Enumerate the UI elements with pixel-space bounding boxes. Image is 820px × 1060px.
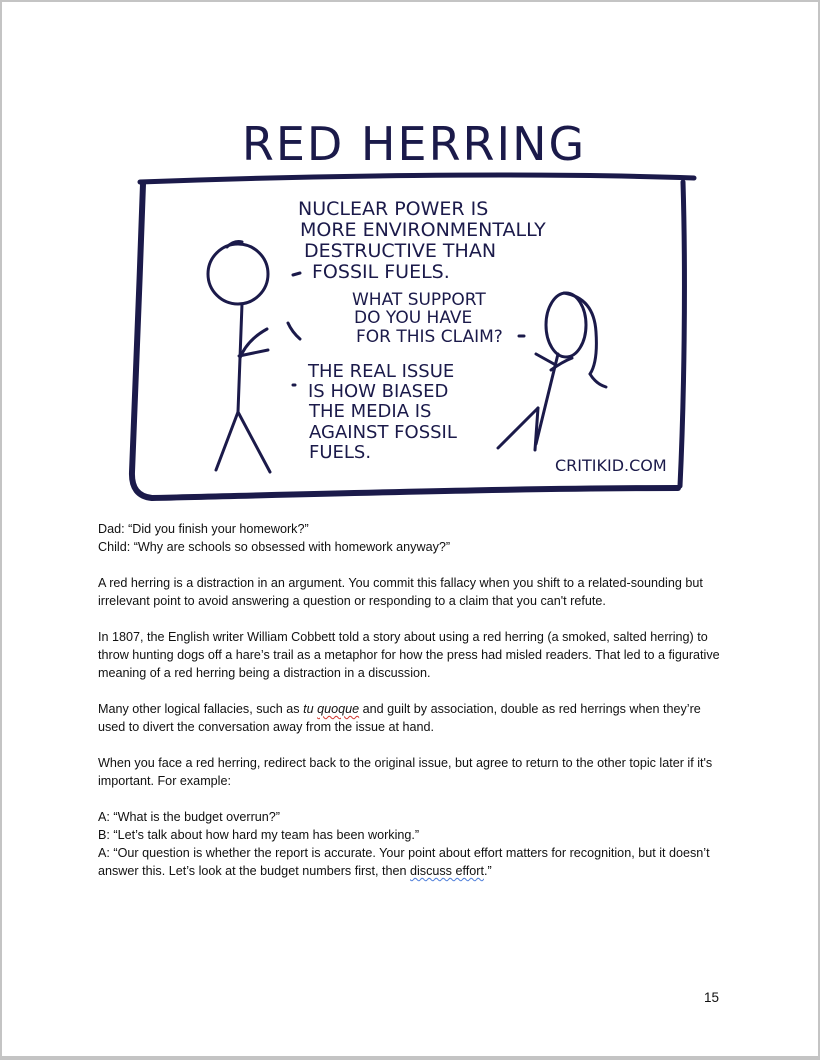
paragraph-related-fallacies: Many other logical fallacies, such as tu quoque and guilt by association, double as red herrings when they’re used to divert the conversation away from the issue at hand. xyxy=(98,702,701,734)
red-herring-cartoon xyxy=(2,2,818,512)
woman-stick-figure xyxy=(498,293,606,450)
document-body xyxy=(98,520,728,898)
svg-text:FOSSIL FUELS.: FOSSIL FUELS. xyxy=(312,261,450,283)
svg-text:FOR THIS CLAIM?: FOR THIS CLAIM? xyxy=(356,327,503,347)
response-example xyxy=(98,808,728,880)
grammar-flagged-phrase[interactable]: discuss effort xyxy=(409,864,484,878)
page-number: 15 xyxy=(704,990,720,1005)
speech-man-red-herring xyxy=(307,361,457,463)
document-page xyxy=(2,2,818,1056)
example-dialogue xyxy=(98,520,728,556)
dialogue-dad: Dad: “Did you finish your homework?” xyxy=(98,522,309,536)
response-a1: A: “What is the budget overrun?” xyxy=(98,810,281,824)
response-a2: A: “Our question is whether the report is accurate. Your point about effort matters for recognition, but it doesn’t answer this. Let’s look at the budget numbers first, then discuss effort.” xyxy=(98,846,710,878)
man-stick-figure xyxy=(208,242,300,472)
dialogue-child: Child: “Why are schools so obsessed with homework anyway?” xyxy=(98,540,451,554)
cartoon-illustration xyxy=(2,2,818,512)
paragraph-definition: A red herring is a distraction in an argument. You commit this fallacy when you shift to a related-sounding but irrelevant point to avoid answering a question or responding to a claim that you can't refute. xyxy=(98,576,703,608)
svg-text:WHAT SUPPORT: WHAT SUPPORT xyxy=(352,290,486,310)
svg-text:MORE ENVIRONMENTALLY: MORE ENVIRONMENTALLY xyxy=(300,219,546,241)
svg-text:THE REAL ISSUE: THE REAL ISSUE xyxy=(308,361,455,382)
cartoon-credit: CRITIKID.COM xyxy=(555,456,667,475)
response-b1: B: “Let’s talk about how hard my team has been working.” xyxy=(98,828,420,842)
svg-text:IS HOW BIASED: IS HOW BIASED xyxy=(308,381,449,402)
cartoon-title: RED HERRING xyxy=(241,117,587,171)
speech-woman-question xyxy=(352,290,503,347)
svg-text:FUELS.: FUELS. xyxy=(309,442,372,463)
speech-man-claim xyxy=(298,198,546,283)
tu-quoque-term: tu quoque xyxy=(303,702,360,716)
svg-text:THE MEDIA IS: THE MEDIA IS xyxy=(309,401,432,422)
spellcheck-flagged-word[interactable]: quoque xyxy=(317,702,360,716)
svg-text:NUCLEAR POWER IS: NUCLEAR POWER IS xyxy=(298,198,489,220)
svg-text:AGAINST FOSSIL: AGAINST FOSSIL xyxy=(309,422,457,443)
svg-text:DO YOU HAVE: DO YOU HAVE xyxy=(354,308,473,328)
svg-text:DESTRUCTIVE THAN: DESTRUCTIVE THAN xyxy=(304,240,497,262)
paragraph-response: When you face a red herring, redirect back to the original issue, but agree to return to the other topic later if it's important. For example: xyxy=(98,756,713,788)
paragraph-history: In 1807, the English writer William Cobbett told a story about using a red herring (a smoked, salted herring) to throw hunting dogs off a hare’s trail as a metaphor for how the press had misled readers. That led to a figurative meaning of a red herring being a distraction in a discussion. xyxy=(98,630,720,680)
